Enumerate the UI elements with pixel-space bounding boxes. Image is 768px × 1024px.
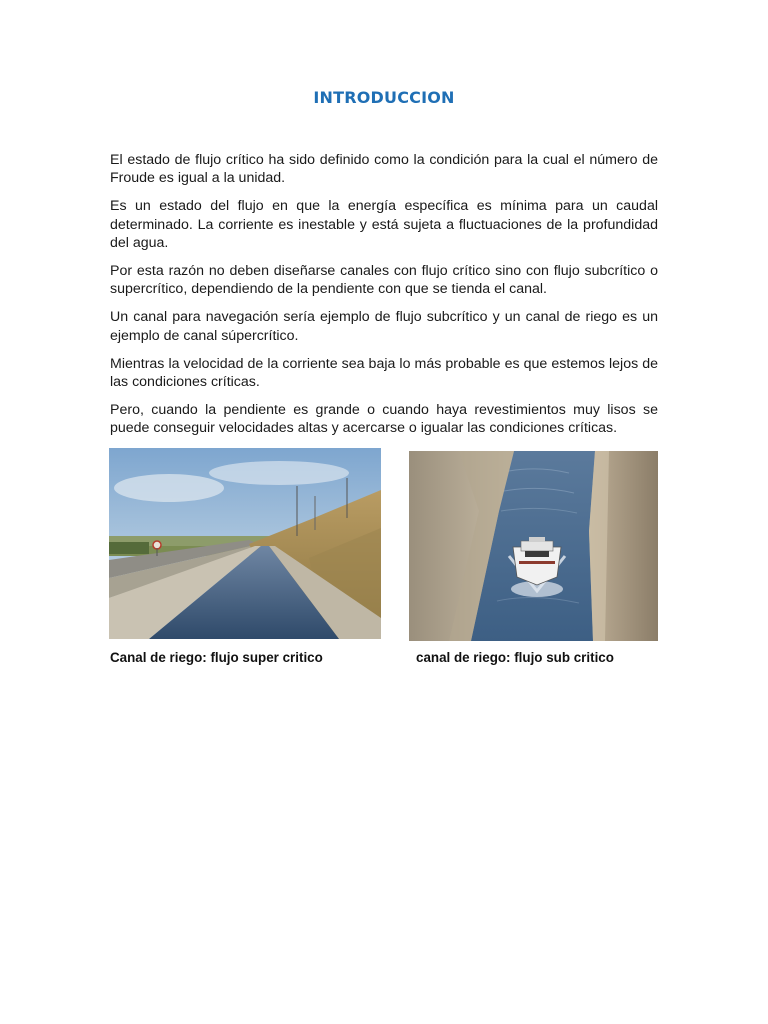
paragraph-3: Por esta razón no deben diseñarse canales con flujo crítico sino con flujo subcrítico o supercrítico, dependiendo de la pendiente con que se tienda el canal. — [110, 263, 658, 298]
supercritical-caption: Canal de riego: flujo super critico — [110, 650, 323, 665]
subcritical-canal-photo — [409, 451, 658, 641]
subcritical-caption: canal de riego: flujo sub critico — [416, 650, 614, 665]
paragraph-5: Mientras la velocidad de la corriente sea baja lo más probable es que estemos lejos de las condiciones críticas. — [110, 355, 658, 391]
page-title: INTRODUCCION — [313, 88, 455, 107]
paragraph-1: El estado de flujo crítico ha sido definido como la condición para la cual el número de Froude es igual a la unidad. — [110, 152, 658, 187]
paragraph-4: Un canal para navegación sería ejemplo de flujo subcrítico y un canal de riego es un ejemplo de canal súpercrítico. — [110, 309, 658, 344]
paragraph-6: Pero, cuando la pendiente es grande o cuando haya revestimientos muy lisos se puede conseguir velocidades altas y acercarse o igualar las condiciones críticas. — [110, 402, 658, 437]
body-text — [110, 151, 658, 448]
supercritical-canal-photo — [109, 448, 381, 639]
paragraph-2: Es un estado del flujo en que la energía específica es mínima para un caudal determinado. La corriente es inestable y está sujeta a fluctuaciones de la profundidad del agua. — [110, 198, 658, 251]
